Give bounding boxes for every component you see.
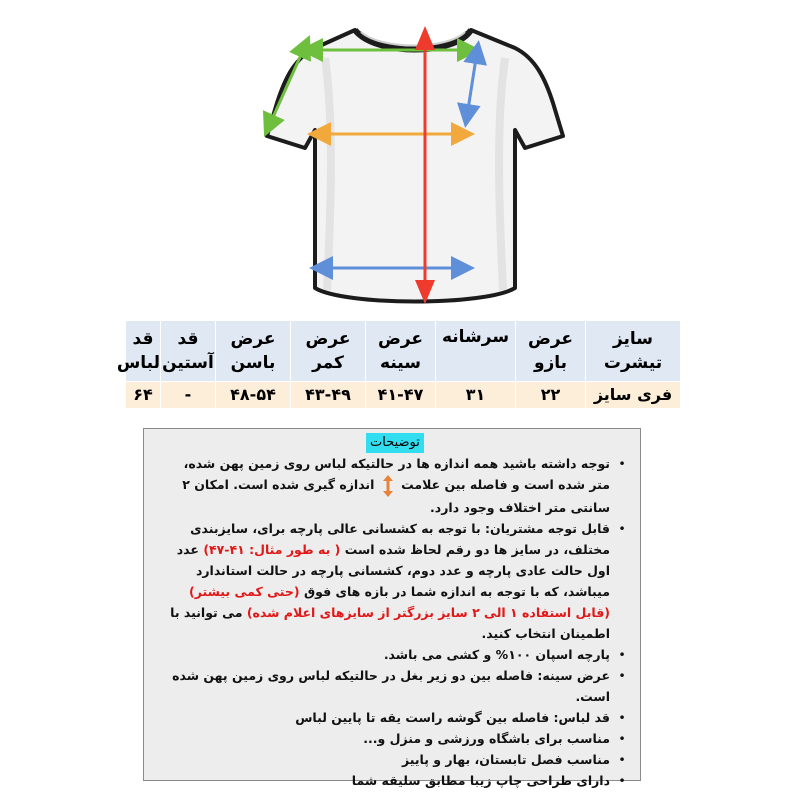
header-chest-width: عرض سینه bbox=[366, 321, 436, 382]
list-item: • قد لباس: فاصله بین گوشه راست یقه تا پایین لباس bbox=[160, 707, 632, 728]
value-sleeve-length: - bbox=[161, 382, 216, 409]
table-value-row bbox=[126, 382, 681, 409]
list-item: • مناسب فصل تابستان، بهار و پاییز bbox=[160, 749, 632, 770]
value-waist-width: ۴۳-۴۹ bbox=[291, 382, 366, 409]
list-item: • توجه داشته باشید همه اندازه ها در حالتیکه لباس روی زمین پهن شده، متر شده است و فاصله بین علامت اندازه گیری شده است. امکان ۲ سانتی متر اختلاف وجود دارد. bbox=[160, 453, 632, 518]
tshirt-outline bbox=[267, 30, 563, 302]
value-shirt-length: ۶۴ bbox=[126, 382, 161, 409]
tshirt-measurement-diagram bbox=[215, 8, 615, 318]
list-item: • پارچه اسپان ۱۰۰% و کشی می باشد. bbox=[160, 644, 632, 665]
header-shoulder: سرشانه bbox=[436, 321, 516, 382]
bullet-icon: • bbox=[618, 667, 626, 683]
bullet-icon: • bbox=[618, 646, 626, 662]
list-item: • دارای طراحی چاپ زیبا مطابق سلیقه شما bbox=[160, 770, 632, 791]
double-arrow-icon bbox=[383, 475, 393, 497]
header-waist-width: عرض کمر bbox=[291, 321, 366, 382]
size-table bbox=[116, 320, 681, 409]
header-hip-width: عرض باسن bbox=[216, 321, 291, 382]
value-arm-width: ۲۲ bbox=[516, 382, 586, 409]
header-arm-width: عرض بازو bbox=[516, 321, 586, 382]
value-chest-width: ۴۱-۴۷ bbox=[366, 382, 436, 409]
list-item: • مناسب برای باشگاه ورزشی و منزل و... bbox=[160, 728, 632, 749]
bullet-icon: • bbox=[618, 751, 626, 767]
header-shirt-length: قد لباس bbox=[126, 321, 161, 382]
bullet-icon: • bbox=[618, 456, 626, 471]
bullet-icon: • bbox=[618, 730, 626, 746]
bullet-icon: • bbox=[618, 709, 626, 725]
value-hip-width: ۴۸-۵۴ bbox=[216, 382, 291, 409]
notes-title: توضیحات bbox=[366, 433, 424, 453]
header-size: سایز تیشرت bbox=[586, 321, 681, 382]
header-sleeve-length: قد آستین bbox=[161, 321, 216, 382]
bullet-icon: • bbox=[618, 520, 626, 536]
list-item: • عرض سینه: فاصله بین دو زیر بغل در حالتیکه لباس روی زمین پهن شده است. bbox=[160, 665, 632, 707]
value-size: فری سایز bbox=[586, 382, 681, 409]
list-item: • قابل توجه مشتریان: با توجه به کشسانی عالی پارچه برای، سایزبندی مختلف، در سایز ها دو رقم لحاظ شده است ( به طور مثال: ۴۱-۴۷) عدد اول حالت عادی پارچه و عدد دوم، کشسانی پارچه در حالت استاندارد میباشد، که با توجه به اندازه شما در بازه های فوق (حتی کمی بیشتر) (قابل استفاده ۱ الی ۲ سایز بزرگتر از سایزهای اعلام شده) می توانید با اطمینان انتخاب کنید. bbox=[160, 518, 632, 644]
notes-list bbox=[160, 453, 632, 791]
value-shoulder: ۳۱ bbox=[436, 382, 516, 409]
notes-box bbox=[143, 428, 641, 788]
table-header-row bbox=[126, 321, 681, 382]
bullet-icon: • bbox=[618, 772, 626, 788]
